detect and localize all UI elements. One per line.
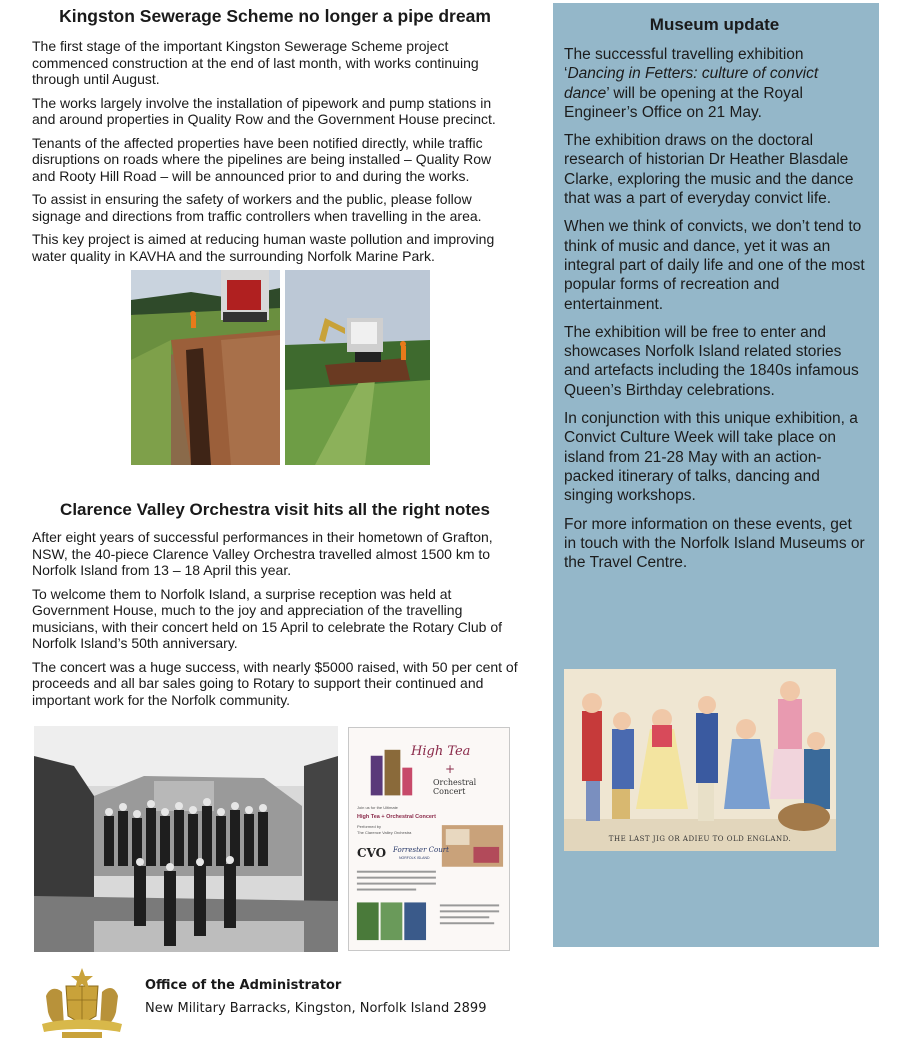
convict-dance-caricature [564,669,836,851]
sidebar-title: Museum update [649,15,780,34]
sidebar-paragraph: In conjunction with this unique exhibition, a Convict Culture Week will take place on island from 21-28 May with an action-packed itinerary of talks, dancing and singing workshops. [564,410,858,505]
office-name: Office of the Administrator [145,978,342,993]
article1-paragraph: This key project is aimed at reducing human waste pollution and improving water quality in KAVHA and the surrounding Norfolk Marine Park. [32,231,495,264]
poster-title: Orchestral Concert [433,778,477,796]
poster-venue-sub: NORFOLK ISLAND [399,856,430,860]
poster-plus: + [445,762,456,776]
sidebar-paragraph: The exhibition will be free to enter and showcases Norfolk Island related stories and artefacts including the 1840s infamous Queen’s Birthday celebrations. [564,323,859,399]
exhibition-title: Dancing in Fetters: culture of convict dance [564,65,819,102]
poster-orchestra: The Clarence Valley Orchestra [357,830,412,835]
left-column-article2 [32,500,518,715]
poster-venue-logo: Forrester Court [393,846,449,854]
article2-paragraph: The concert was a huge success, with nearly $5000 raised, with 50 per cent of proceeds and all bar sales going to Rotary to support their continued and important work for the Norfolk community. [32,658,518,708]
article2-paragraph: To welcome them to Norfolk Island, a surprise reception was held at Government House, much to the joy and appreciation of the travelling musicians, with their concert held on 15 April to celebrate the Rotary Club of Norfolk Island’s 50th anniversary. [32,585,503,651]
footer [32,962,872,1042]
poster-script-title: High Tea [411,744,471,759]
sidebar-paragraph: The exhibition draws on the doctoral research of historian Dr Heather Blasdale Clarke, exploring the music and the dance that was a part of everyday convict life. [564,132,854,208]
concert-poster [348,727,510,951]
orchestra-photo [34,726,338,952]
poster-headline: High Tea + Orchestral Concert [357,814,436,820]
article1-paragraph: The first stage of the important Kingston Sewerage Scheme project commenced construction at the end of last month, with works continuing through until August. [32,38,479,87]
poster-cvo-logo: CVO [357,846,387,860]
trench-photo-2 [285,270,430,465]
office-address: New Military Barracks, Kingston, Norfolk Island 2899 [145,1001,487,1016]
coat-of-arms-icon [32,962,132,1042]
caricature-caption: THE LAST JIG OR ADIEU TO OLD ENGLAND. [608,835,792,843]
museum-update-sidebar [553,3,879,947]
article1-paragraph: Tenants of the affected properties have been notified directly, while traffic disruptions on roads where the pipelines are being installed – Quality Row and Rooty Hill Road – will be announced prior to and during the works. [32,134,492,184]
trench-photo-1 [131,270,280,465]
article1-paragraph: The works largely involve the installation of pipework and pump stations in and around properties in Quality Row and the Government House precinct. [32,94,496,127]
left-column [32,6,518,271]
sidebar-paragraph: For more information on these events, get in touch with the Norfolk Island Museums or the Travel Centre. [564,515,865,572]
article2-title: Clarence Valley Orchestra visit hits all the right notes [60,500,490,519]
article2-paragraph: After eight years of successful performances in their hometown of Grafton, NSW, the 40-piece Clarence Valley Orchestra travelled almost 1500 km to Norfolk Island from 13 – 18 April this year. [32,529,493,578]
poster-invite: Join us for the Ultimate [357,805,398,810]
sidebar-paragraph: The successful travelling exhibition ‘Dancing in Fetters: culture of convict dance’ will be opening at the Royal Engineer’s Office on 21 May. [564,46,819,121]
article1-title: Kingston Sewerage Scheme no longer a pipe dream [59,6,491,26]
poster-performed-by: Performed by [357,824,382,829]
article1-paragraph: To assist in ensuring the safety of workers and the public, please follow signage and directions from traffic controllers when travelling in the area. [32,191,482,224]
sidebar-paragraph: When we think of convicts, we don’t tend to think of music and dance, yet it was an integral part of daily life and one of the most popular forms of recreation and entertainment. [564,218,865,313]
